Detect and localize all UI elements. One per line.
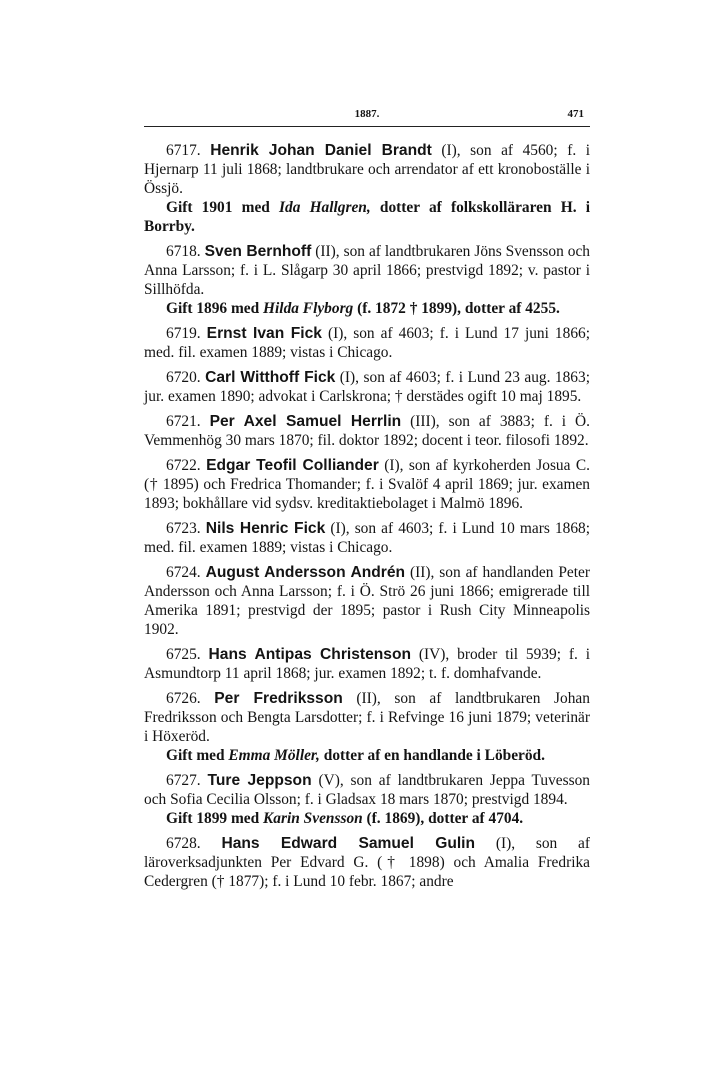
entry-body: (II), son af handlanden Peter Andersson och Anna Larsson; f. i Ö. Strö 26 juni 1866; emigrerade till Amerika 1891; prestvigd der 1895; pastor i Rush City Minneapolis 1902.: [144, 564, 590, 638]
entry-text: [144, 456, 590, 513]
marriage-note: Gift 1899 med Karin Svensson (f. 1869), dotter af 4704.: [166, 810, 524, 827]
person-name: Sven Bernhoff: [204, 243, 312, 260]
entry-6727: [144, 771, 590, 828]
entry-number: 6717.: [166, 142, 201, 159]
entry-body: (I), son af 4603; f. i Lund 10 mars 1868; med. fil. examen 1889; vistas i Chicago.: [144, 520, 590, 556]
entry-6722: [144, 456, 590, 513]
spouse-name: Ida Hallgren,: [279, 199, 371, 216]
entry-6718: [144, 242, 590, 318]
entry-6717: [144, 141, 590, 236]
entry-text: [144, 242, 590, 299]
running-header: [144, 104, 590, 124]
document-page: [144, 104, 590, 897]
spouse-name: Emma Möller,: [228, 747, 320, 764]
entry-body: (IV), broder til 5939; f. i Asmundtorp 11 april 1868; jur. examen 1892; t. f. domhafvande.: [144, 646, 591, 682]
entry-body: (II), son af landtbrukaren Jöns Svensson och Anna Larsson; f. i L. Slågarp 30 april 1866; prestvigd 1892; v. pastor i Sillhöfda.: [144, 243, 591, 298]
entry-number: 6726.: [166, 690, 201, 707]
marriage-note: Gift 1901 med Ida Hallgren, dotter af folkskolläraren H. i Borrby.: [144, 199, 590, 235]
entry-number: 6728.: [166, 835, 201, 852]
entry-6720: [144, 368, 590, 406]
person-name: Per Axel Samuel Herrlin: [209, 413, 402, 430]
entry-6725: [144, 645, 590, 683]
entry-number: 6724.: [166, 564, 201, 581]
entry-text: [144, 563, 590, 639]
entry-number: 6722.: [166, 457, 201, 474]
entry-text: [144, 141, 590, 198]
entry-6723: [144, 519, 590, 557]
person-name: Edgar Teofil Colliander: [206, 457, 379, 474]
entry-6719: [144, 324, 590, 362]
spouse-name: Karin Svensson: [263, 810, 363, 827]
entry-body: (III), son af 3883; f. i Ö. Vemmenhög 30 mars 1870; fil. doktor 1892; docent i teor. filosofi 1892.: [144, 413, 590, 449]
spouse-name: Hilda Flyborg: [263, 300, 354, 317]
entry-6724: [144, 563, 590, 639]
header-rule: [144, 126, 590, 127]
entry-6728: [144, 834, 590, 891]
entry-number: 6718.: [166, 243, 201, 260]
person-name: Hans Antipas Christenson: [208, 646, 412, 663]
person-name: Carl Witthoff Fick: [205, 369, 336, 386]
entry-number: 6723.: [166, 520, 201, 537]
entry-body: (I), son af kyrkoherden Josua C. († 1895) och Fredrica Thomander; f. i Svalöf 4 april 1869; jur. examen 1893; bokhållare vid sydsv. kreditaktiebolaget i Malmö 1896.: [144, 457, 590, 512]
person-name: Per Fredriksson: [214, 690, 343, 707]
page-number: 471: [567, 108, 584, 120]
entry-number: 6725.: [166, 646, 201, 663]
entry-text: [144, 689, 590, 746]
header-year: 1887.: [354, 108, 380, 120]
entry-text: [144, 368, 590, 406]
entry-body: (I), son af läroverksadjunkten Per Edvard G. († 1898) och Amalia Fredrika Cedergren († 1877); f. i Lund 10 febr. 1867; andre: [144, 835, 590, 890]
entry-text: [144, 771, 590, 809]
entry-body: (V), son af landtbrukaren Jeppa Tuvesson och Sofia Cecilia Olsson; f. i Gladsax 18 mars 1870; prestvigd 1894.: [144, 772, 590, 808]
entry-number: 6721.: [166, 413, 201, 430]
entry-number: 6727.: [166, 772, 201, 789]
entry-text: [144, 412, 590, 450]
entry-text: [144, 519, 590, 557]
entry-body: (I), son af 4603; f. i Lund 17 juni 1866; med. fil. examen 1889; vistas i Chicago.: [144, 325, 590, 361]
entry-body: (I), son af 4560; f. i Hjernarp 11 juli 1868; landtbrukare och arrendator af ett kronoboställe i Össjö.: [144, 142, 590, 197]
person-name: August Andersson Andrén: [205, 564, 406, 581]
entry-text: [144, 645, 590, 683]
entry-text: [144, 834, 590, 891]
person-name: Ture Jeppson: [207, 772, 312, 789]
marriage-note: Gift 1896 med Hilda Flyborg (f. 1872 † 1899), dotter af 4255.: [166, 300, 560, 317]
person-name: Henrik Johan Daniel Brandt: [210, 142, 432, 159]
entry-body: (II), son af landtbrukaren Johan Fredriksson och Bengta Larsdotter; f. i Refvinge 16 juni 1879; veterinär i Höxeröd.: [144, 690, 590, 745]
entry-body: (I), son af 4603; f. i Lund 23 aug. 1863; jur. examen 1890; advokat i Carlskrona; † derstädes ogift 10 maj 1895.: [144, 369, 590, 405]
person-name: Nils Henric Fick: [205, 520, 326, 537]
entry-number: 6719.: [166, 325, 201, 342]
entry-text: [144, 324, 590, 362]
entry-number: 6720.: [166, 369, 201, 386]
person-name: Ernst Ivan Fick: [206, 325, 322, 342]
marriage-note: Gift med Emma Möller, dotter af en handlande i Löberöd.: [166, 747, 545, 764]
entry-6726: [144, 689, 590, 765]
person-name: Hans Edward Samuel Gulin: [221, 835, 476, 852]
entry-6721: [144, 412, 590, 450]
